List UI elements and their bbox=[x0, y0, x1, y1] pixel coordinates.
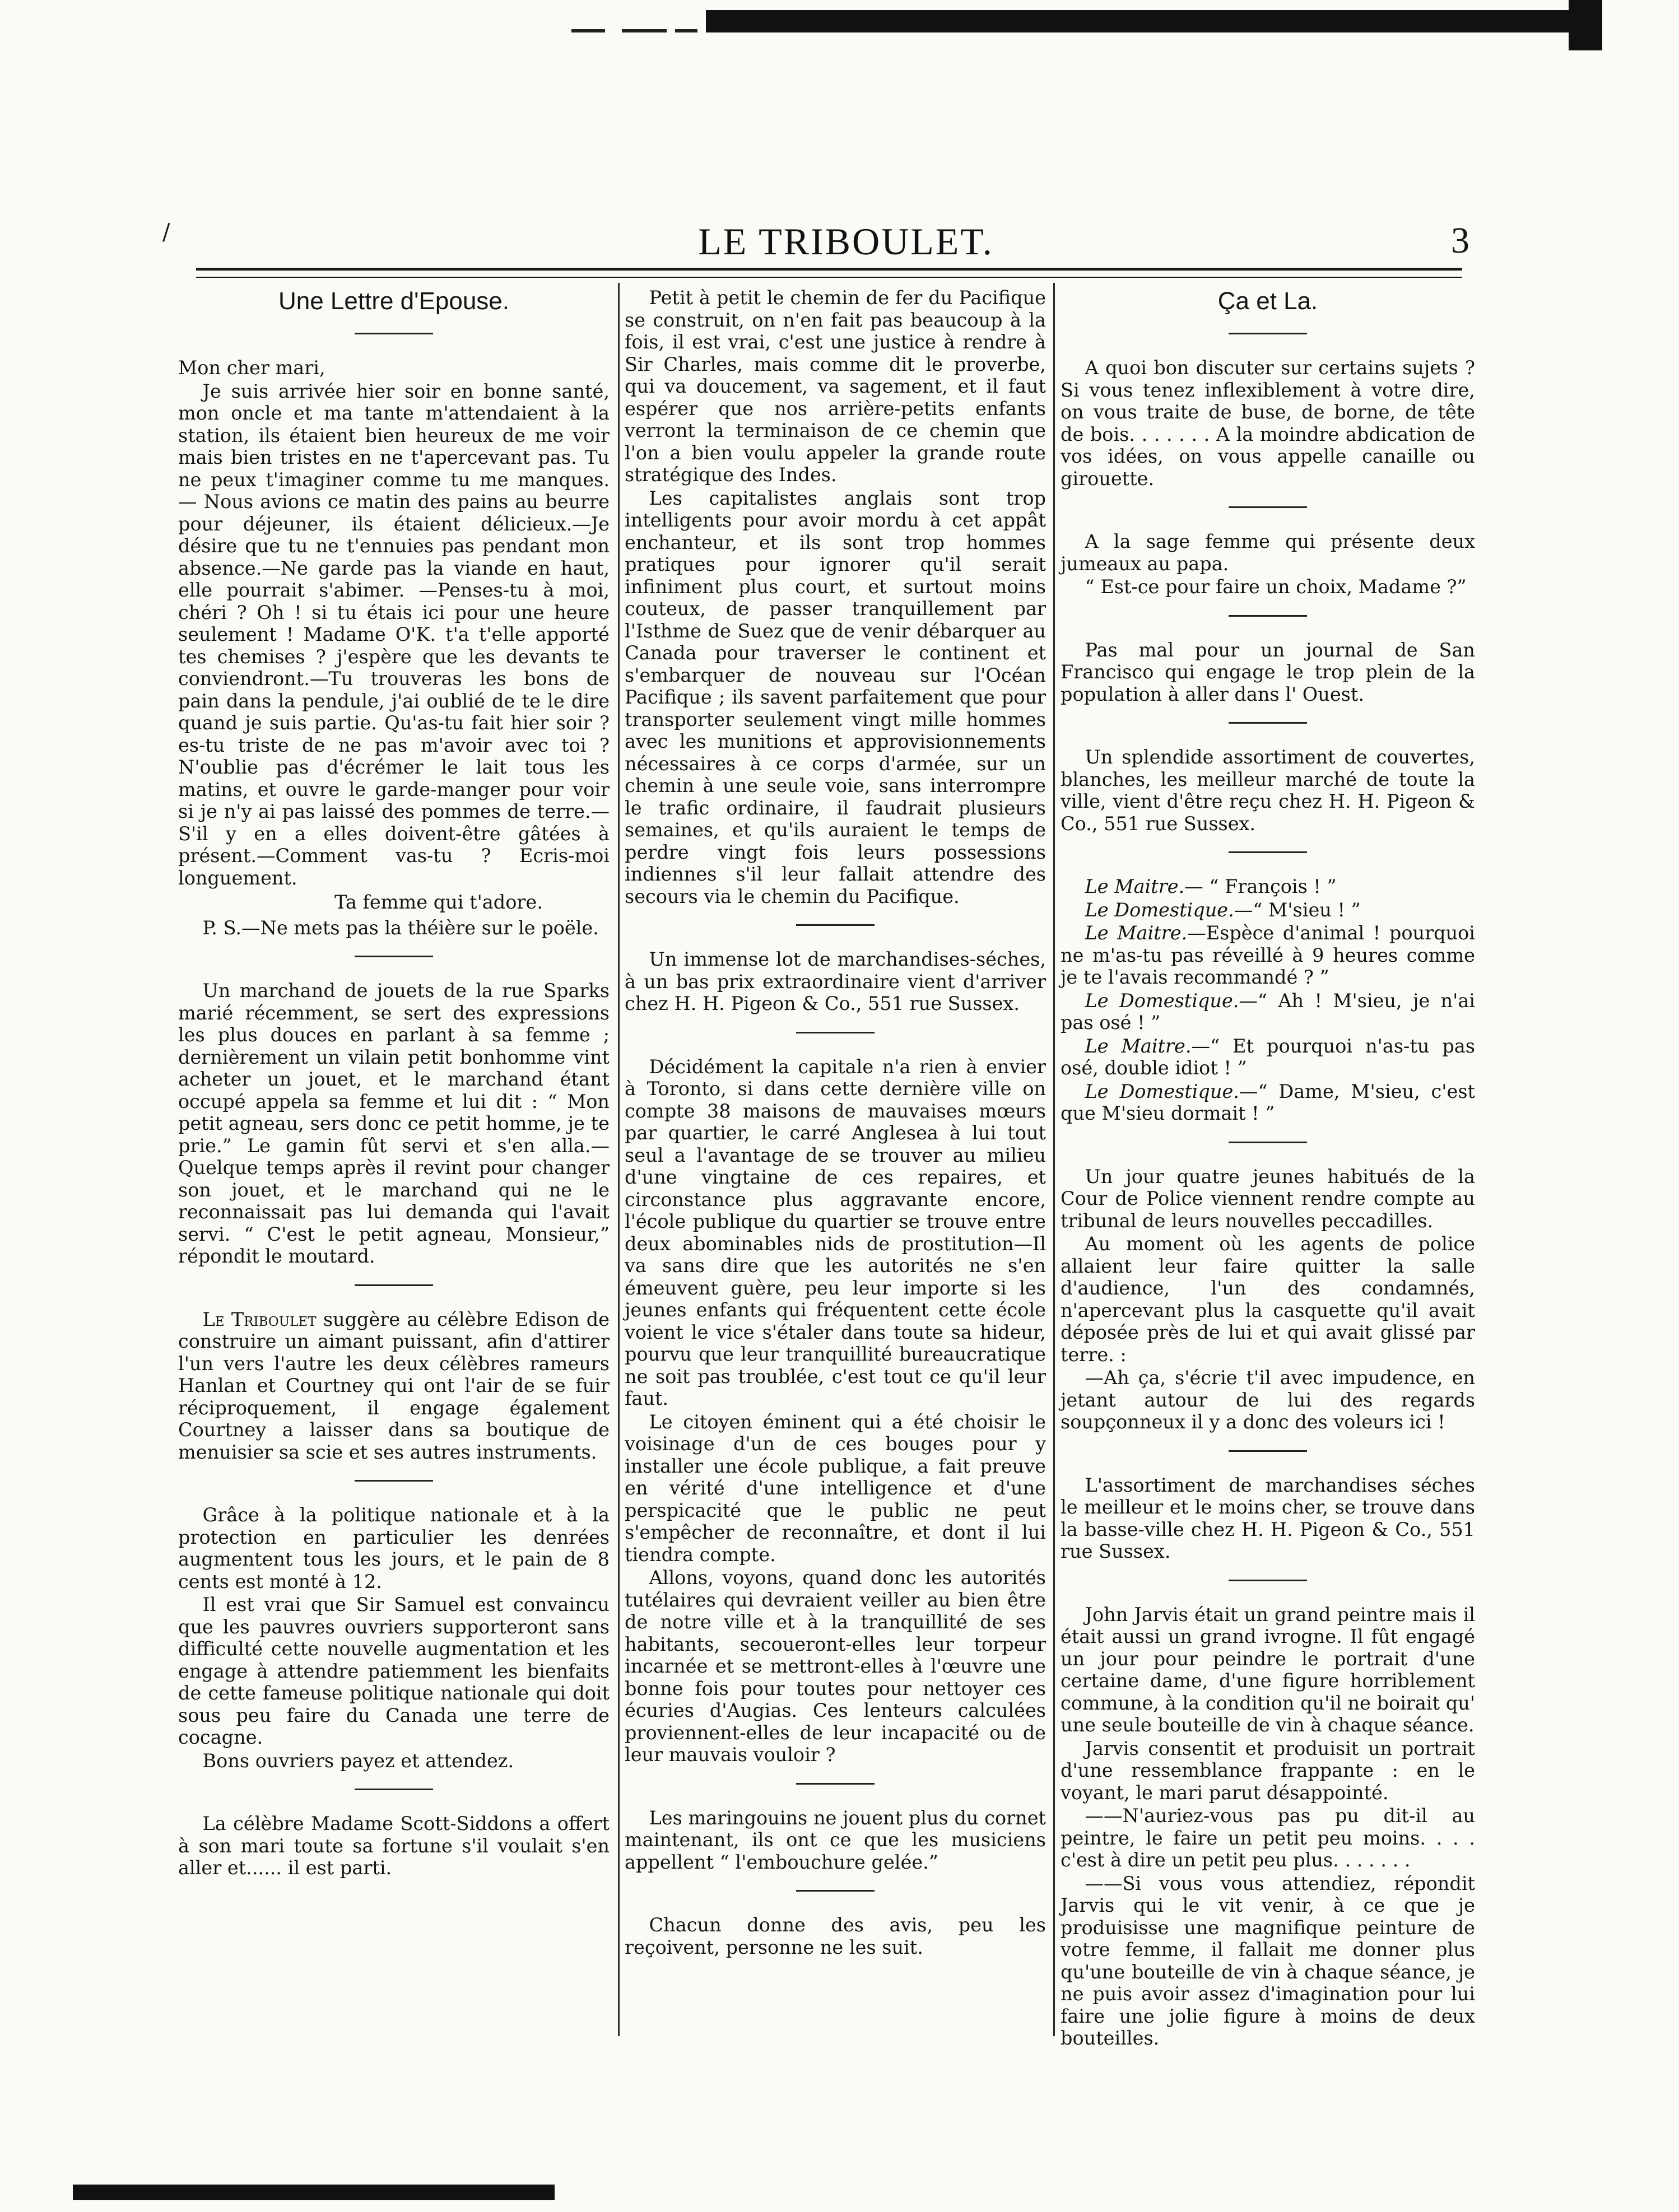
separator bbox=[1229, 851, 1307, 853]
item-english-capitalists: Les capitalistes anglais sont trop intelligents pour avoir mordu à cet appât enchanteur, et ils sont trop hommes pratiques pour ignorer qu'il serait infiniment plus court, et surtout moins couteux, de passer tranquillement par l'Isthme de Suez que de venir débarquer au Canada pour traverser le continent et s'embarquer de nouveau sur l'Océan Pacifique ; ils savent parfaitement que pour transporter seulement vingt mille hommes avec les munitions et approvisionnements nécessaires à ce corps d'armée, sur un chemin à une seule voie, sans interrompre le trafic ordinaire, il faudrait plusieurs semaines, et qu'ils auraient le temps de perdre vingt fois leurs possessions indiennes s'il leur fallait attendre des secours via le chemin du Pacifique. bbox=[625, 487, 1046, 907]
item-san-francisco: Pas mal pour un journal de San Francisco qui engage le trop plein de la population à aller dans l' Ouest. bbox=[1061, 639, 1475, 705]
item-dry-goods-lowertown: L'assortiment de marchandises séches le meilleur et le moins cher, se trouve dans la basse-ville chez H. H. Pigeon & Co., 551 rue Sussex. bbox=[1061, 1474, 1475, 1562]
bottom-edge-bar bbox=[73, 2185, 555, 2200]
column-rule-2 bbox=[1053, 283, 1055, 2036]
item-thieves: —Ah ça, s'écrie t'il avec impudence, en jetant autour de lui des regards soupçonneux il y a donc des voleurs ici ! bbox=[1061, 1367, 1475, 1433]
dialogue-text: —Espèce d'animal ! pourquoi ne m'as-tu pas réveillé à 9 heures comme je te l'avais recommandé ? ” bbox=[1061, 922, 1475, 988]
dialogue-speaker: Le Domestique. bbox=[1085, 989, 1239, 1012]
item-scott-siddons: La célèbre Madame Scott-Siddons a offert à son mari toute sa fortune s'il voulait s'en aller et...... il est parti. bbox=[178, 1813, 610, 1879]
article-title: Une Lettre d'Epouse. bbox=[278, 287, 509, 315]
dialogue-line bbox=[1061, 876, 1475, 898]
separator bbox=[1229, 506, 1307, 508]
separator bbox=[1229, 1142, 1307, 1143]
item-discuss: A quoi bon discuter sur certains sujets ? Si vous tenez inflexiblement à votre dire, on vous traite de buse, de borne, de tête de bois. . . . . . . A la moindre abdication de vos idées, on vous appelle canaille ou girouette. bbox=[1061, 357, 1475, 490]
dialogue-line bbox=[1061, 1081, 1475, 1125]
letter-signature: Ta femme qui t'adore. bbox=[334, 891, 543, 913]
separator bbox=[1229, 722, 1307, 724]
letter-salutation: Mon cher mari, bbox=[178, 357, 325, 379]
separator bbox=[355, 1284, 433, 1286]
item-sir-samuel: Il est vrai que Sir Samuel est convaincu que les pauvres ouvriers supporteront sans difficulté cette nouvelle augmentation et les engage à attendre patiemment les bienfaits de cette fameuse politique nationale qui doit sous peu faire du Canada une terre de cocagne. bbox=[178, 1594, 610, 1748]
dialogue-text: — “ François ! ” bbox=[1184, 876, 1337, 897]
top-corner-block bbox=[1569, 0, 1602, 50]
dialogue-line bbox=[1061, 922, 1475, 989]
letter-body: Je suis arrivée hier soir en bonne santé, mon oncle et ma tante m'attendaient à la station, ils étaient bien heureux de me voir mais bien tristes en ne t'apercevant pas. Tu ne peux t'imaginer comme tu me manques. — Nous avions ce matin des pains au beurre pour déjeuner, ils étaient délicieux.—Je désire que tu ne t'ennuies pas pendant mon absence.—Ne garde pas la viande en haut, elle pourrait s'abimer. —Penses-tu à moi, chéri ? Oh ! si tu étais ici pour une heure seulement ! Madame O'K. t'a t'elle apporté tes chemises ? j'espère que les devants te conviendront.—Tu trouveras les bons de pain dans la pendule, j'ai oublié de te le dire quand je suis partie. Qu'as-tu fait hier soir ? es-tu triste de ne pas m'avoir avec toi ? N'oublie pas d'écrémer le lait tous les matins, et ouvre le garde-manger pour voir si je n'y ai pas laissé des pommes de terre.—S'il y en a elles doivent-être gâtées à présent.—Comment vas-tu ? Ecris-moi longuement. bbox=[178, 380, 610, 889]
column-1 bbox=[178, 287, 610, 1880]
dialogue-speaker: Le Maitre. bbox=[1085, 922, 1188, 944]
header-rule-thin bbox=[196, 277, 1462, 278]
dialogue-text: —“ M'sieu ! ” bbox=[1234, 898, 1361, 921]
separator bbox=[796, 1783, 875, 1785]
item-workers: Bons ouvriers payez et attendez. bbox=[202, 1749, 514, 1772]
dialogue-line bbox=[1061, 899, 1475, 921]
item-eminent-citizen: Le citoyen éminent qui a été choisir le voisinage d'un de ces bouges pour y installer une école publique, a fait preuve en vérité d'une intelligence et d'une perspicacité que le public ne peut s'empêcher de reconnaître, et dont il lui tiendra compte. bbox=[625, 1410, 1046, 1566]
column-2 bbox=[625, 287, 1046, 1959]
item-police-agents: Au moment où les agents de police allaient leur faire quitter la salle d'audience, l'un des condamnés, n'apercevant plus la casquette qu'il avait déposée près de lui et qui avait glissé par terre. : bbox=[1061, 1233, 1475, 1366]
masthead: LE TRIBOULET. bbox=[698, 220, 994, 263]
item-edison-text: suggère au célèbre Edison de construire un aimant puissant, afin d'attirer l'un vers l'autre les deux célèbres rameurs Hanlan et Courtney qui ont l'air de se fuir réciproquement, il engage également Courtney a laisser dans sa boutique de menuisier sa scie et ses autres instruments. bbox=[178, 1308, 610, 1463]
dialogue-line bbox=[1061, 990, 1475, 1034]
page-number: 3 bbox=[1451, 220, 1469, 261]
item-edison bbox=[178, 1308, 610, 1464]
top-dash-2 bbox=[622, 29, 667, 32]
item-jarvis-3: ——N'auriez-vous pas pu dit-il au peintre, le faire un petit peu moins. . . . c'est à dire un petit peu plus. . . . . . . bbox=[1061, 1805, 1475, 1871]
item-police-court: Un jour quatre jeunes habitués de la Cour de Police viennent rendre compte au tribunal de leurs nouvelles peccadilles. bbox=[1061, 1165, 1475, 1232]
item-advice: Chacun donne des avis, peu les reçoivent, personne ne les suit. bbox=[625, 1914, 1046, 1958]
item-authorities: Allons, voyons, quand donc les autorités tutélaires qui devraient veiller au bien être de notre ville et à la tranquillité de ses habitants, secoueront-elles leur torpeur incarnée et se mettront-elles à l'œuvre une bonne fois pour toutes pour nettoyer ces écuries d'Augias. Ces lenteurs calculées proviennent-elles de leur incapacité ou de leur mauvais vouloir ? bbox=[625, 1567, 1046, 1766]
dialogue-text: —“ Ah ! M'sieu, je n'ai pas osé ! ” bbox=[1061, 989, 1476, 1033]
item-jarvis-1: John Jarvis était un grand peintre mais il était aussi un grand ivrogne. Il fût engagé un jour pour peindre le portrait d'une certaine dame, d'une figure horriblement commune, à la condition qu'il ne boirait qu' une seule bouteille de vin à chaque séance. bbox=[1061, 1603, 1475, 1736]
item-toy-merchant: Un marchand de jouets de la rue Sparks marié récemment, se sert des expressions les plus douces en parlant à sa femme ; dernièrement un vilain petit bonhomme vint acheter un jouet, et le marchand étant occupé appela sa femme et lui dit : “ Mon petit agneau, sers donc ce petit homme, je te prie.” Le gamin fût servi et s'en alla.—Quelque temps après il revint pour changer son jouet, et le marchand qui ne le reconnaissait pas lui demanda qui l'avait servi. “ C'est le petit agneau, Monsieur,” répondit le moutard. bbox=[178, 980, 610, 1267]
separator bbox=[1229, 615, 1307, 617]
dialogue-text: —“ Et pourquoi n'as-tu pas osé, double idiot ! ” bbox=[1061, 1035, 1475, 1079]
section-title: Ça et La. bbox=[1217, 287, 1318, 315]
item-midwife: A la sage femme qui présente deux jumeaux au papa. bbox=[1061, 530, 1475, 575]
item-jarvis-4: ——Si vous vous attendiez, répondit Jarvis qui le vit venir, à ce que je produisisse une magnifique peinture de votre femme, il fallait me donner plus qu'une bouteille de vin à chaque séance, je ne puis avoir assez d'imagination pour lui faire une jolie figure à moins de deux bouteilles. bbox=[1061, 1872, 1475, 2049]
item-edison-lead: Le Triboulet bbox=[202, 1308, 317, 1330]
dialogue-text: —“ Dame, M'sieu, c'est que M'sieu dormait ! ” bbox=[1061, 1080, 1475, 1124]
top-edge-bar bbox=[706, 10, 1569, 32]
separator bbox=[796, 1032, 875, 1033]
column-3 bbox=[1061, 287, 1475, 2051]
margin-tick: / bbox=[162, 220, 170, 245]
separator bbox=[355, 1789, 433, 1790]
dialogue-speaker: Le Maitre. bbox=[1085, 1035, 1192, 1057]
header-rule-thick bbox=[196, 268, 1462, 271]
item-blankets-ad: Un splendide assortiment de couvertes, blanches, les meilleur marché de toute la ville, vient d'être reçu chez H. H. Pigeon & Co., 551 rue Sussex. bbox=[1061, 746, 1475, 835]
dialogue-line bbox=[1061, 1035, 1475, 1079]
separator bbox=[355, 956, 433, 957]
item-capital-toronto: Décidément la capitale n'a rien à envier à Toronto, si dans cette dernière ville on compte 38 maisons de mauvaises mœurs par quartier, le carré Anglesea à lui tout seul a l'avantage de se trouver au milieu d'une vingtaine de ces repaires, et circonstance plus aggravante encore, l'école publique du quartier se trouve entre deux abominables nids de prostitution—Il va sans dire que les autorités ne s'en émeuvent guère, peu leur importe si les jeunes enfants qui fréquentent cette école voient le vice s'étaler dans toute sa hideur, pourvu que leur tranquillité bureaucratique ne soit pas troublée, c'est tout ce qu'il leur faut. bbox=[625, 1055, 1046, 1409]
separator bbox=[796, 1890, 875, 1892]
dialogue-speaker: Le Maitre. bbox=[1085, 876, 1185, 897]
item-pacific-railway: Petit à petit le chemin de fer du Pacifique se construit, on n'en fait pas beaucoup à la fois, il est vrai, c'est une justice à rendre à Sir Charles, mais comme dit le proverbe, qui va doucement, va sagement, et il faut espérer que nos arrière-petits enfants verront la terminaison de ce chemin que l'on a bien voulu appeler la grande route stratégique des Indes. bbox=[625, 287, 1046, 486]
separator bbox=[796, 924, 875, 926]
dialogue-speaker: Le Domestique. bbox=[1085, 1080, 1239, 1102]
item-midwife-quote: “ Est-ce pour faire un choix, Madame ?” bbox=[1085, 576, 1467, 598]
item-jarvis-2: Jarvis consentit et produisit un portrait d'une ressemblance frappante : en le voyant, le mari parut désappointé. bbox=[1061, 1737, 1475, 1804]
separator bbox=[355, 1480, 433, 1482]
item-dry-goods-ad: Un immense lot de marchandises-séches, à un bas prix extraordinaire vient d'arriver chez H. H. Pigeon & Co., 551 rue Sussex. bbox=[625, 948, 1046, 1014]
column-rule-1 bbox=[618, 283, 620, 2036]
top-dash-3 bbox=[675, 29, 697, 32]
dialogue-speaker: Le Domestique. bbox=[1085, 898, 1234, 921]
separator bbox=[1229, 1580, 1307, 1581]
item-mosquitoes: Les maringouins ne jouent plus du cornet maintenant, ils ont ce que les musiciens appellent “ l'embouchure gelée.” bbox=[625, 1806, 1046, 1873]
item-bread-price: Grâce à la politique nationale et à la protection en particulier les denrées augmentent tous les jours, et le pain de 8 cents est monté à 12. bbox=[178, 1504, 610, 1592]
top-dash-1 bbox=[571, 29, 605, 32]
separator bbox=[1229, 1450, 1307, 1452]
separator bbox=[1229, 333, 1307, 334]
separator bbox=[355, 333, 433, 334]
letter-postscript: P. S.—Ne mets pas la théière sur le poële. bbox=[202, 916, 599, 939]
